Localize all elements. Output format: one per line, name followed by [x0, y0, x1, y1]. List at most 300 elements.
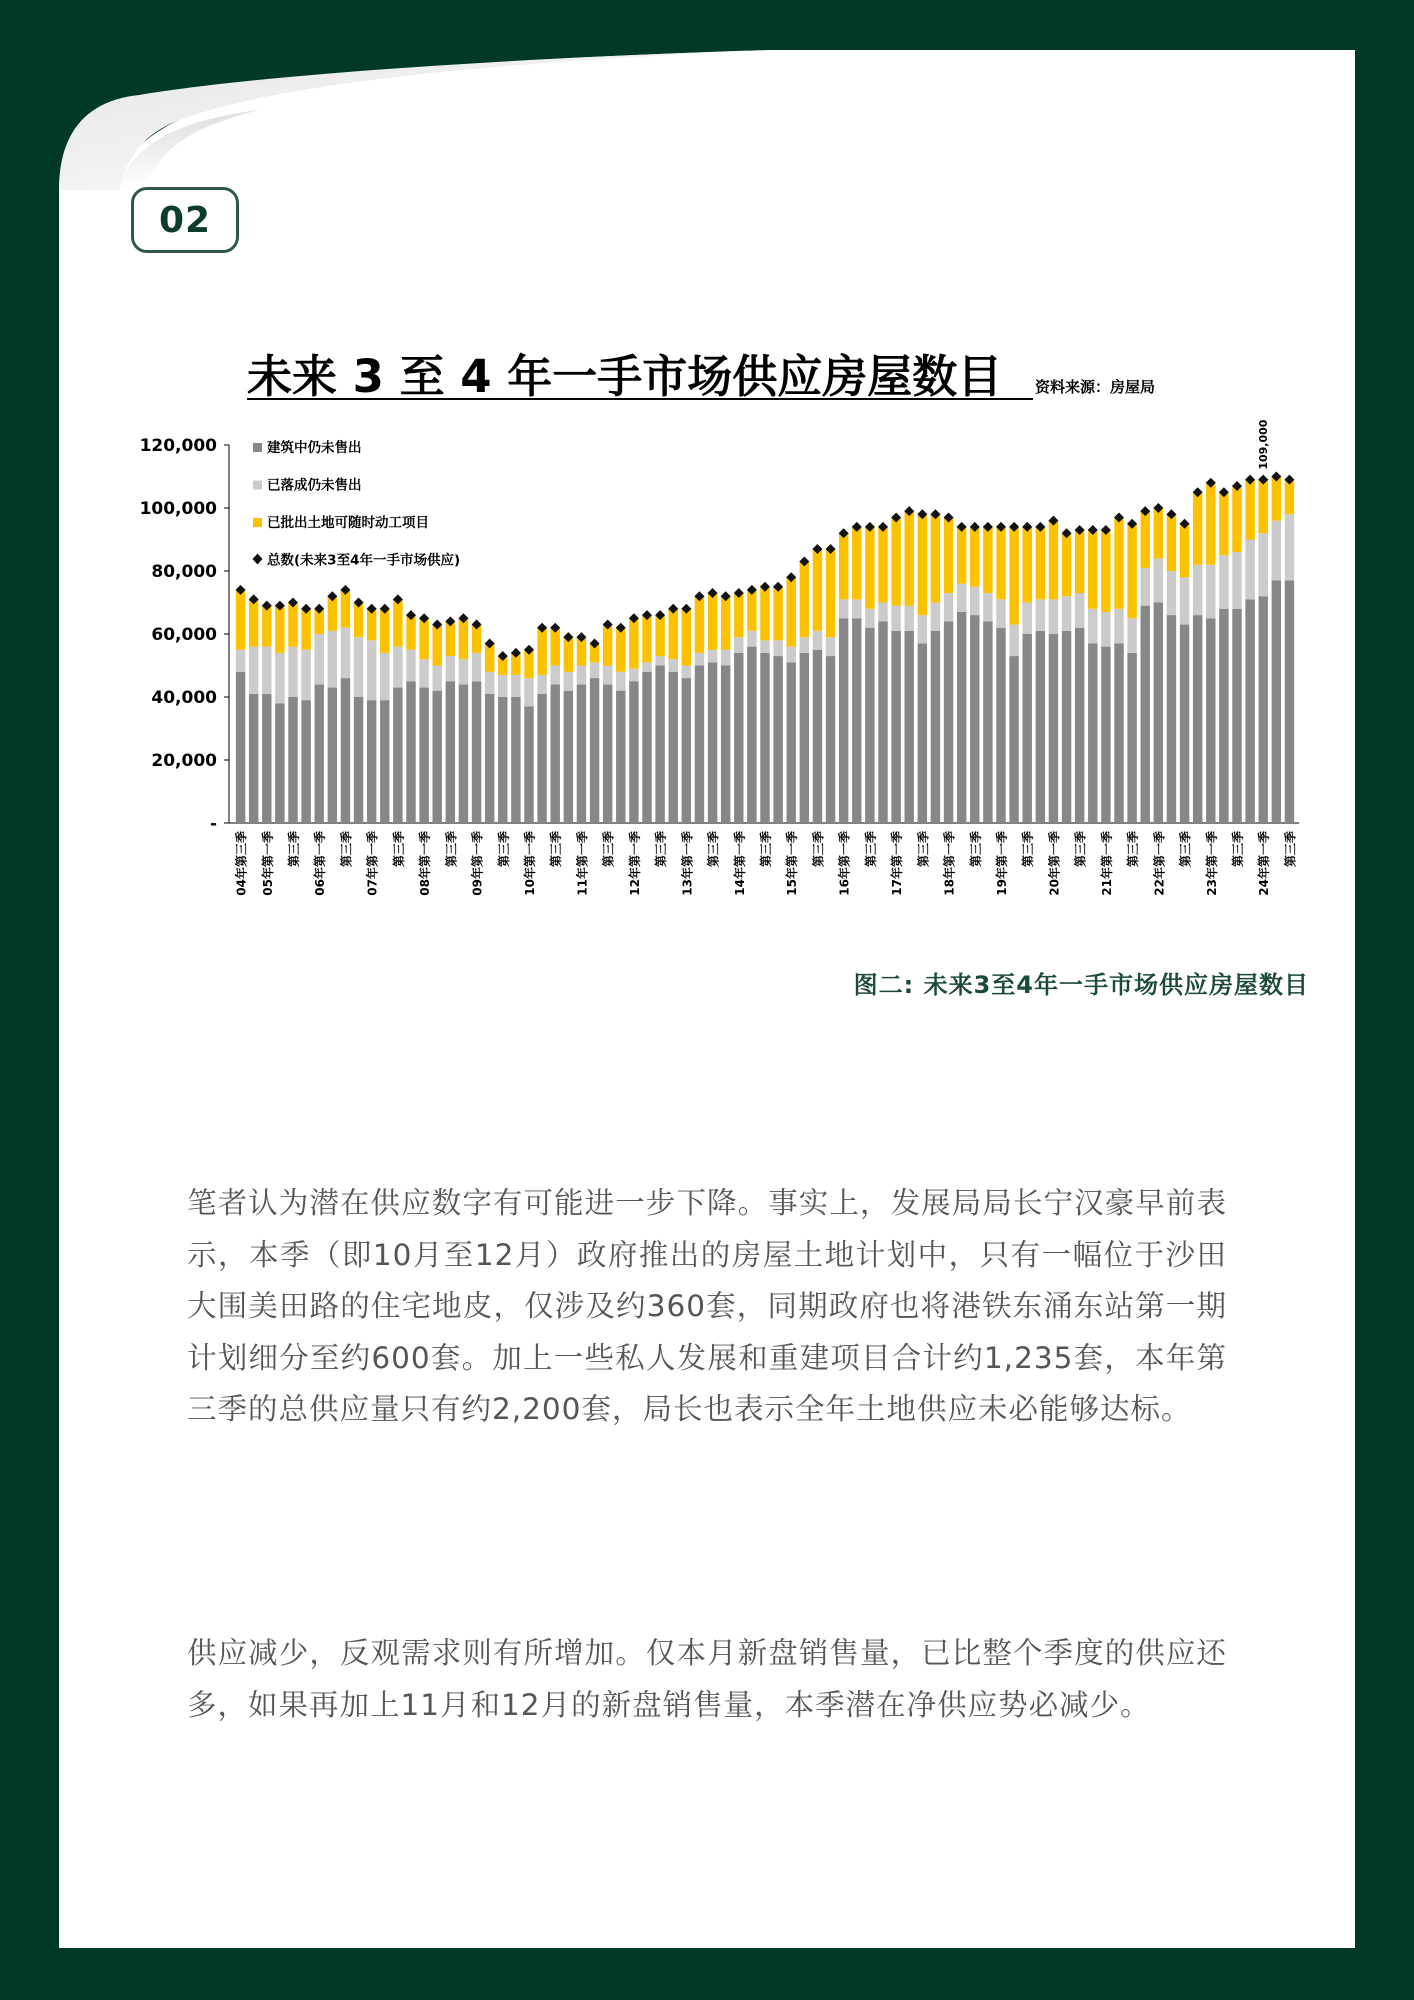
bar-segment [354, 637, 363, 697]
bar-segment [433, 625, 442, 666]
bar-segment [1049, 599, 1058, 634]
bar-segment [616, 672, 625, 691]
bar-segment [446, 656, 455, 681]
bar-segment [459, 618, 468, 659]
bar-segment [878, 527, 887, 603]
bar-segment [1154, 508, 1163, 558]
bar-segment [1167, 514, 1176, 571]
bar-segment [564, 637, 573, 672]
bar-segment [996, 599, 1005, 627]
bar-segment [760, 653, 769, 823]
x-tick-label: 第三季 [759, 831, 773, 868]
bar-segment [996, 527, 1005, 599]
bar-segment [747, 631, 756, 647]
x-tick-label: 第三季 [444, 831, 459, 868]
bar-segment [773, 656, 782, 823]
bar-segment [1206, 483, 1215, 565]
bar-segment [301, 609, 310, 650]
bar-segment [787, 577, 796, 646]
bar-segment [524, 678, 533, 706]
bar-segment [1245, 540, 1254, 600]
x-tick-label: 20年第一季 [1047, 831, 1062, 896]
bar-segment [891, 606, 900, 631]
bar-segment [236, 590, 245, 650]
y-tick-label: 100,000 [139, 499, 217, 519]
bar-segment [682, 678, 691, 823]
x-tick-label: 17年第一季 [890, 831, 905, 896]
bar-segment [1285, 514, 1294, 580]
bar-segment [328, 631, 337, 688]
x-tick-label: 第三季 [287, 831, 301, 868]
paragraph-1: 笔者认为潜在供应数字有可能进一步下降。事实上，发展局局长宁汉豪早前表示，本季（即10月至12月）政府推出的房屋土地计划中，只有一幅位于沙田大围美田路的住宅地皮，仅涉及约360套，同期政府也将港铁东涌东站第一期计划细分至约600套。加上一些私人发展和重建项目合计约1,235套，本年第三季的总供应量只有约2,200套，局长也表示全年土地供应未必能够达标。 [187, 1186, 1227, 1426]
x-tick-label: 第三季 [1126, 831, 1141, 868]
x-tick-label: 09年第一季 [470, 831, 485, 896]
bar-segment [380, 609, 389, 653]
x-axis-labels [234, 831, 1298, 896]
bar-segment [760, 640, 769, 653]
bar-segment [1245, 599, 1254, 823]
x-tick-label: 第三季 [1231, 831, 1245, 868]
x-tick-label: 11年第一季 [575, 831, 590, 896]
bar-segment [262, 694, 271, 823]
bar-segment [642, 672, 651, 823]
x-tick-label: 14年第一季 [732, 831, 747, 896]
bar-segment [551, 666, 560, 685]
section-number-badge: 02 [131, 187, 239, 253]
x-tick-label: 23年第一季 [1204, 831, 1219, 896]
bar-segment [747, 647, 756, 823]
bar-segment [275, 606, 284, 653]
bar-segment [1009, 656, 1018, 823]
bar-segment [1193, 565, 1202, 615]
x-tick-label: 第三季 [968, 831, 983, 868]
bar-segment [970, 587, 979, 615]
bar-segment [1114, 609, 1123, 644]
bar-segment [485, 694, 494, 823]
bar-segment [564, 691, 573, 823]
bar-segment [328, 596, 337, 631]
bar-segment [1154, 603, 1163, 824]
bar-segment [1259, 533, 1268, 596]
bar-segment [551, 628, 560, 666]
bar-segment [1245, 480, 1254, 540]
legend-label: 已批出土地可随时动工项目 [267, 515, 429, 531]
bar-segment [629, 669, 638, 682]
bar-segment [629, 618, 638, 668]
bar-segment [472, 681, 481, 823]
bar-segment [485, 672, 494, 694]
bar-segment [1088, 643, 1097, 823]
bar-segment [275, 703, 284, 823]
x-tick-label: 06年第一季 [313, 831, 328, 896]
bar-segment [1219, 609, 1228, 823]
bar-segment [918, 514, 927, 615]
bar-segment [603, 684, 612, 823]
bar-segment [839, 618, 848, 823]
bar-segment [288, 647, 297, 697]
x-tick-label: 12年第一季 [627, 831, 642, 896]
bar-segment [708, 662, 717, 823]
x-tick-label: 第三季 [496, 831, 511, 868]
supply-chart [59, 50, 1355, 910]
bar-segment [734, 653, 743, 823]
bar-segment [918, 643, 927, 823]
bar-segment [773, 640, 782, 656]
bar-segment [1141, 511, 1150, 568]
x-tick-label: 16年第一季 [837, 831, 852, 896]
bar-segment [1023, 527, 1032, 603]
bar-segment [669, 609, 678, 659]
bar-segment [577, 684, 586, 823]
y-tick-label: 80,000 [151, 562, 217, 582]
bar-segment [406, 681, 415, 823]
bar-segment [1154, 558, 1163, 602]
x-tick-label: 第三季 [654, 831, 669, 868]
bar-segment [721, 666, 730, 824]
bar-segment [931, 603, 940, 631]
paragraph-2: 供应减少，反观需求则有所增加。仅本月新盘销售量，已比整个季度的供应还多，如果再加上11月和12月的新盘销售量，本季潜在净供应势必减少。 [187, 1636, 1227, 1722]
bar-segment [1036, 631, 1045, 823]
bar-segment [590, 678, 599, 823]
x-tick-label: 第三季 [391, 831, 406, 868]
bar-segment [695, 666, 704, 824]
bar-segment [891, 517, 900, 605]
bar-segment [564, 672, 573, 691]
bar-segment [419, 688, 428, 823]
bar-segment [249, 599, 258, 646]
x-tick-label: 第三季 [549, 831, 564, 868]
bar-segment [826, 637, 835, 656]
bar-segment [262, 647, 271, 694]
bar-segment [590, 662, 599, 678]
bar-segment [734, 593, 743, 637]
x-tick-label: 21年第一季 [1099, 831, 1114, 896]
bar-segment [800, 562, 809, 638]
chart-legend [253, 439, 461, 569]
bar-segment [1193, 615, 1202, 823]
bar-segment [970, 615, 979, 823]
bar-segment [341, 628, 350, 678]
bar-segment [249, 647, 258, 694]
bar-segment [682, 666, 691, 679]
bar-segment [393, 599, 402, 646]
bar-segment [852, 618, 861, 823]
bar-segment [288, 603, 297, 647]
bar-segment [1232, 486, 1241, 552]
bar-segment [419, 618, 428, 659]
bar-segment [983, 527, 992, 593]
bar-segment [1167, 571, 1176, 615]
x-tick-label: 第三季 [1073, 831, 1088, 868]
bar-segment [1114, 643, 1123, 823]
bar-segment [341, 590, 350, 628]
bar-segment [1219, 555, 1228, 609]
bar-segment [721, 596, 730, 650]
bar-segment [301, 700, 310, 823]
bar-segment [983, 621, 992, 823]
bar-segment [1285, 580, 1294, 823]
x-tick-label: 10年第一季 [523, 831, 537, 896]
x-tick-label: 07年第一季 [365, 831, 380, 896]
bar-segment [1088, 530, 1097, 609]
x-tick-label: 第三季 [706, 831, 721, 868]
bar-segment [446, 621, 455, 656]
bar-segment [773, 587, 782, 641]
bar-segment [1272, 477, 1281, 521]
bar-segment [800, 653, 809, 823]
bar-segment [839, 533, 848, 599]
bar-segment [1127, 653, 1136, 823]
bar-segment [826, 549, 835, 637]
x-tick-label: 22年第一季 [1152, 831, 1167, 896]
y-tick-label: - [209, 814, 217, 834]
bar-segment [878, 621, 887, 823]
legend-label: 总数(未来3至4年一手市场供应) [267, 552, 461, 569]
bar-segment [1009, 527, 1018, 625]
bar-segment [734, 637, 743, 653]
x-tick-label: 第三季 [916, 831, 931, 868]
bar-segment [1206, 565, 1215, 619]
x-tick-label: 第三季 [601, 831, 616, 868]
x-tick-label: 第三季 [1021, 831, 1036, 868]
bar-segment [642, 615, 651, 662]
bar-segment [1049, 521, 1058, 600]
bar-segment [1023, 634, 1032, 823]
bar-segment [1101, 647, 1110, 823]
bar-segment [655, 656, 664, 665]
bar-segment [1062, 533, 1071, 596]
bar-segment [957, 527, 966, 584]
bar-segment [1219, 492, 1228, 555]
bar-segment [367, 700, 376, 823]
x-tick-label: 15年第一季 [785, 831, 800, 896]
x-tick-label: 13年第一季 [680, 831, 695, 896]
bar-segment [865, 628, 874, 823]
bar-segment [275, 653, 284, 703]
bar-segment [1075, 628, 1084, 823]
bar-segment [537, 628, 546, 675]
bar-segment [708, 650, 717, 663]
bar-segment [944, 593, 953, 621]
y-tick-label: 40,000 [151, 688, 217, 708]
bar-segment [1232, 552, 1241, 609]
bar-segment [472, 653, 481, 681]
x-tick-label: 08年第一季 [418, 831, 433, 896]
bar-segment [1127, 618, 1136, 653]
bar-segment [1062, 596, 1071, 631]
bar-segment [813, 650, 822, 823]
bar-segment [944, 517, 953, 593]
bar-segment [655, 615, 664, 656]
bar-segment [354, 697, 363, 823]
y-axis [140, 436, 1299, 834]
bar-segment [1062, 631, 1071, 823]
bar-segment [813, 549, 822, 631]
bar-segment [577, 666, 586, 685]
bar-segment [1049, 634, 1058, 823]
bar-segment [1180, 524, 1189, 578]
x-tick-label: 19年第一季 [995, 831, 1009, 896]
bar-segment [236, 650, 245, 672]
bar-segment [905, 631, 914, 823]
bar-segment [1232, 609, 1241, 823]
bar-segment [695, 596, 704, 653]
bar-segment [1036, 527, 1045, 599]
bar-segment [682, 609, 691, 666]
bar-segment [1206, 618, 1215, 823]
bar-segment [511, 697, 520, 823]
chart-title: 未来 3 至 4 年一手市场供应房屋数目 [247, 350, 1003, 403]
bar-segment [721, 650, 730, 666]
bar-segment [708, 593, 717, 650]
figure-caption: 图二: 未来3至4年一手市场供应房屋数目 [853, 971, 1309, 999]
bar-segment [1075, 593, 1084, 628]
bar-segment [393, 688, 402, 823]
bar-segment [760, 587, 769, 641]
bar-segment [1075, 530, 1084, 593]
bar-segment [1023, 603, 1032, 635]
bar-segment [1193, 492, 1202, 564]
bar-segment [367, 640, 376, 700]
x-tick-label: 04年第三季 [234, 831, 249, 896]
bar-segment [301, 650, 310, 700]
bar-segment [341, 678, 350, 823]
bar-segment [1009, 625, 1018, 657]
bar-segment [629, 681, 638, 823]
bar-segment [891, 631, 900, 823]
bar-segment [747, 590, 756, 631]
legend-label: 已落成仍未售出 [267, 477, 362, 494]
bar-segment [1259, 596, 1268, 823]
bar-segment [1259, 480, 1268, 534]
bar-segment [878, 603, 887, 622]
legend-swatch [253, 518, 262, 527]
bar-segment [603, 666, 612, 685]
bar-segment [288, 697, 297, 823]
bar-segment [537, 675, 546, 694]
x-tick-label: 第三季 [1283, 831, 1298, 868]
bar-segment [380, 700, 389, 823]
bar-segment [315, 684, 324, 823]
bar-segment [1167, 615, 1176, 823]
bar-segment [419, 659, 428, 687]
legend-label: 建筑中仍未售出 [267, 440, 362, 456]
bar-segment [1127, 524, 1136, 619]
bar-segment [498, 697, 507, 823]
x-tick-label: 24年第一季 [1257, 831, 1272, 896]
bar-segment [459, 684, 468, 823]
x-tick-label: 第三季 [811, 831, 826, 868]
bar-segment [616, 628, 625, 672]
bar-segment [642, 662, 651, 671]
bar-segment [826, 656, 835, 823]
x-tick-label: 第三季 [1178, 831, 1193, 868]
bar-segment [1101, 530, 1110, 612]
bar-segment [669, 659, 678, 672]
bar-segment [905, 606, 914, 631]
bar-segment [931, 631, 940, 823]
bar-segment [380, 653, 389, 700]
bar-segment [1088, 609, 1097, 644]
bar-segment [1180, 577, 1189, 624]
bar-segment [787, 662, 796, 823]
bar-segment [669, 672, 678, 823]
bar-segment [1180, 625, 1189, 823]
bar-segment [695, 653, 704, 666]
bar-segment [852, 527, 861, 599]
bar-segment [957, 584, 966, 612]
bar-segment [433, 666, 442, 691]
bar-segment [865, 527, 874, 609]
y-tick-label: 60,000 [151, 625, 217, 645]
bar-segment [433, 691, 442, 823]
y-tick-label: 20,000 [151, 751, 217, 771]
bar-segment [1114, 517, 1123, 608]
bar-segment [249, 694, 258, 823]
peak-value-label: 109,000 [1257, 419, 1271, 470]
bar-segment [970, 527, 979, 587]
x-tick-label: 第三季 [339, 831, 354, 868]
bar-segment [1272, 521, 1281, 581]
bar-segment [918, 615, 927, 643]
bar-segment [865, 609, 874, 628]
bar-segment [406, 615, 415, 650]
bar-segment [524, 706, 533, 823]
bar-segment [839, 599, 848, 618]
legend-swatch [253, 443, 262, 452]
bar-segment [787, 647, 796, 663]
bar-segment [406, 650, 415, 682]
bar-segment [931, 514, 940, 602]
content-card [59, 50, 1355, 1948]
bar-segment [498, 675, 507, 697]
bar-segment [905, 511, 914, 606]
bar-segment [511, 675, 520, 697]
bar-segment [800, 637, 809, 653]
bar-segment [983, 593, 992, 621]
bar-segment [616, 691, 625, 823]
y-tick-label: 120,000 [139, 436, 217, 456]
legend-swatch [253, 481, 262, 490]
bar-segment [354, 603, 363, 638]
bar-segment [957, 612, 966, 823]
bar-segment [551, 684, 560, 823]
x-tick-label: 第三季 [863, 831, 878, 868]
bar-segment [655, 666, 664, 824]
bar-segment [1141, 568, 1150, 606]
bar-segment [996, 628, 1005, 823]
bar-segment [1272, 580, 1281, 823]
bar-segment [603, 625, 612, 666]
bar-segment [1101, 612, 1110, 647]
bar-segment [1141, 606, 1150, 823]
bar-segment [446, 681, 455, 823]
bar-segment [1036, 599, 1045, 631]
bar-segment [262, 606, 271, 647]
bar-segment [813, 631, 822, 650]
bar-segment [393, 647, 402, 688]
bar-segment [328, 688, 337, 823]
legend-marker [253, 554, 263, 565]
bar-segment [459, 659, 468, 684]
x-tick-label: 18年第一季 [942, 831, 957, 896]
bar-segment [236, 672, 245, 823]
x-tick-label: 05年第一季 [260, 831, 275, 896]
bar-segment [852, 599, 861, 618]
bar-segment [537, 694, 546, 823]
chart-source: 资料来源：房屋局 [1035, 378, 1156, 396]
bar-segment [944, 621, 953, 823]
